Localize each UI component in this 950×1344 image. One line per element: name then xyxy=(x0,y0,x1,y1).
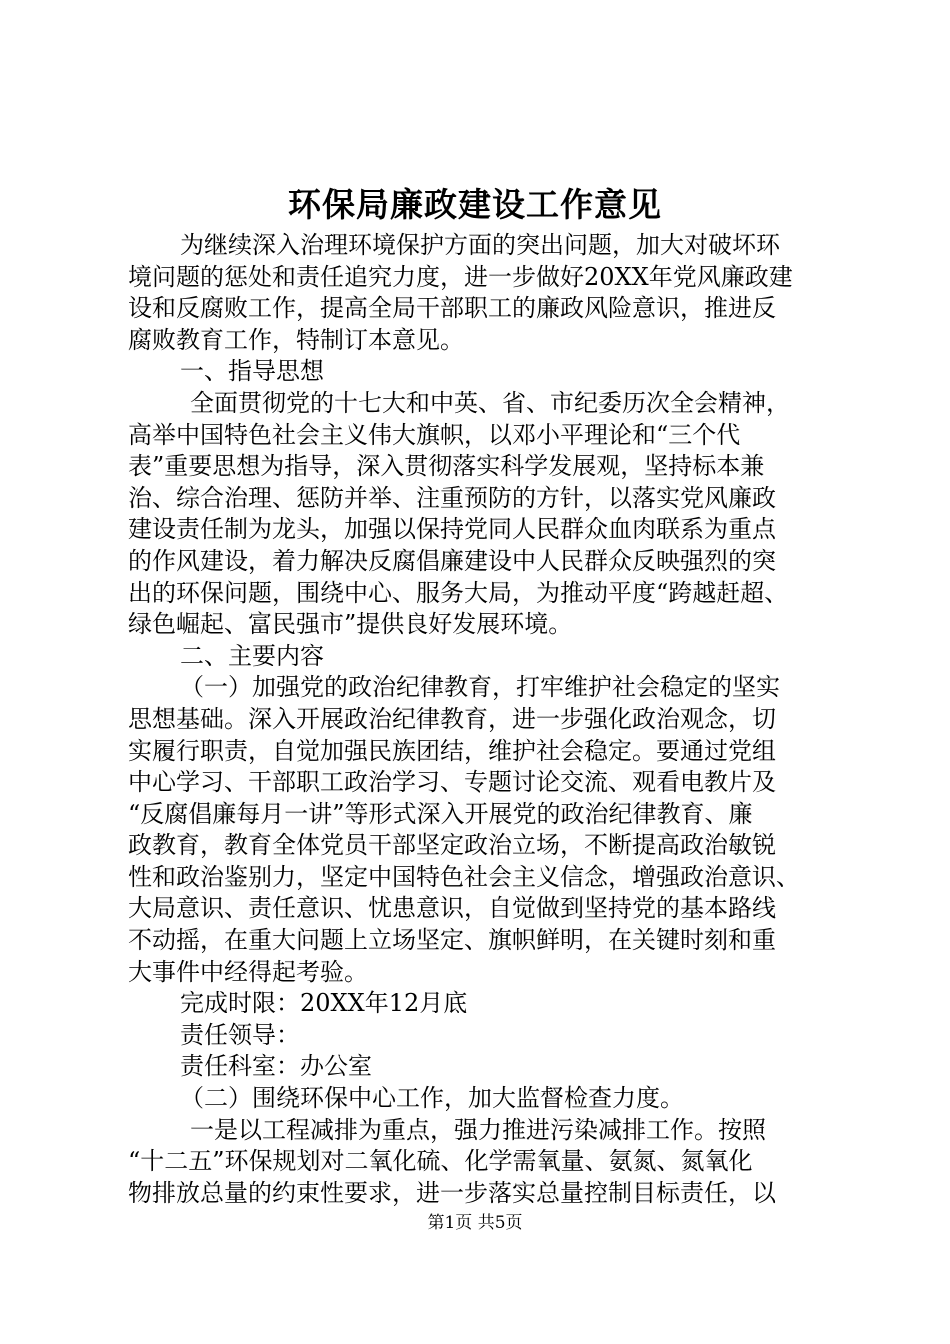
text-line: 出的环保问题，围绕中心、服务大局，为推动平度“跨越赶超、 xyxy=(128,578,789,607)
text-line: 高举中国特色社会主义伟大旗帜，以邓小平理论和“三个代 xyxy=(128,420,741,449)
text-line: 大局意识、责任意识、忧患意识，自觉做到坚持党的基本路线 xyxy=(128,894,776,923)
text-line: 政教育，教育全体党员干部坚定政治立场，不断提高政治敏锐 xyxy=(128,831,776,860)
text-line: 二、主要内容 xyxy=(180,641,324,670)
text-line: （二）围绕环保中心工作，加大监督检查力度。 xyxy=(180,1084,684,1113)
text-line: 责任领导： xyxy=(180,1020,300,1049)
text-line: 中心学习、干部职工政治学习、专题讨论交流、观看电教片及 xyxy=(128,768,776,797)
text-line: 的作风建设，着力解决反腐倡廉建设中人民群众反映强烈的突 xyxy=(128,546,776,575)
text-line: “反腐倡廉每月一讲”等形式深入开展党的政治纪律教育、廉 xyxy=(128,799,753,828)
text-line: 表”重要思想为指导，深入贯彻落实科学发展观，坚持标本兼 xyxy=(128,452,765,481)
text-line: 大事件中经得起考验。 xyxy=(128,957,368,986)
text-line: 性和政治鉴别力，坚定中国特色社会主义信念，增强政治意识、 xyxy=(128,862,800,891)
text-line: “十二五”环保规划对二氧化硫、化学需氧量、氨氮、氮氧化 xyxy=(128,1147,753,1176)
text-line: （一）加强党的政治纪律教育，打牢维护社会稳定的坚实 xyxy=(180,673,780,702)
text-line: 为继续深入治理环境保护方面的突出问题，加大对破坏环 xyxy=(180,231,780,259)
text-line: 责任科室：办公室 xyxy=(180,1052,372,1081)
text-line: 一、指导思想 xyxy=(180,357,324,386)
text-line: 设和反腐败工作，提高全局干部职工的廉政风险意识，推进反 xyxy=(128,294,776,323)
text-line: 腐败教育工作，特制订本意见。 xyxy=(128,325,464,354)
page-footer: 第1页 共5页 xyxy=(427,1213,523,1233)
text-line: 一是以工程减排为重点，强力推进污染减排工作。按照 xyxy=(190,1115,766,1144)
text-line: 建设责任制为龙头，加强以保持党同人民群众血肉联系为重点 xyxy=(128,515,776,544)
document-title: 环保局廉政建设工作意见 xyxy=(288,185,662,224)
text-line: 思想基础。深入开展政治纪律教育，进一步强化政治观念，切 xyxy=(128,704,776,733)
text-line: 治、综合治理、惩防并举、注重预防的方针，以落实党风廉政 xyxy=(128,483,776,512)
text-line: 完成时限：20XX年12月底 xyxy=(180,989,468,1018)
text-line: 物排放总量的约束性要求，进一步落实总量控制目标责任，以 xyxy=(128,1178,776,1207)
text-line: 境问题的惩处和责任追究力度，进一步做好20XX年党风廉政建 xyxy=(128,262,793,291)
text-line: 不动摇，在重大问题上立场坚定、旗帜鲜明，在关键时刻和重 xyxy=(128,926,776,955)
text-line: 绿色崛起、富民强市”提供良好发展环境。 xyxy=(128,610,573,639)
document-body xyxy=(128,230,833,1209)
text-line: 全面贯彻党的十七大和中英、省、市纪委历次全会精神， xyxy=(190,388,790,417)
text-line: 实履行职责，自觉加强民族团结，维护社会稳定。要通过党组 xyxy=(128,736,776,765)
